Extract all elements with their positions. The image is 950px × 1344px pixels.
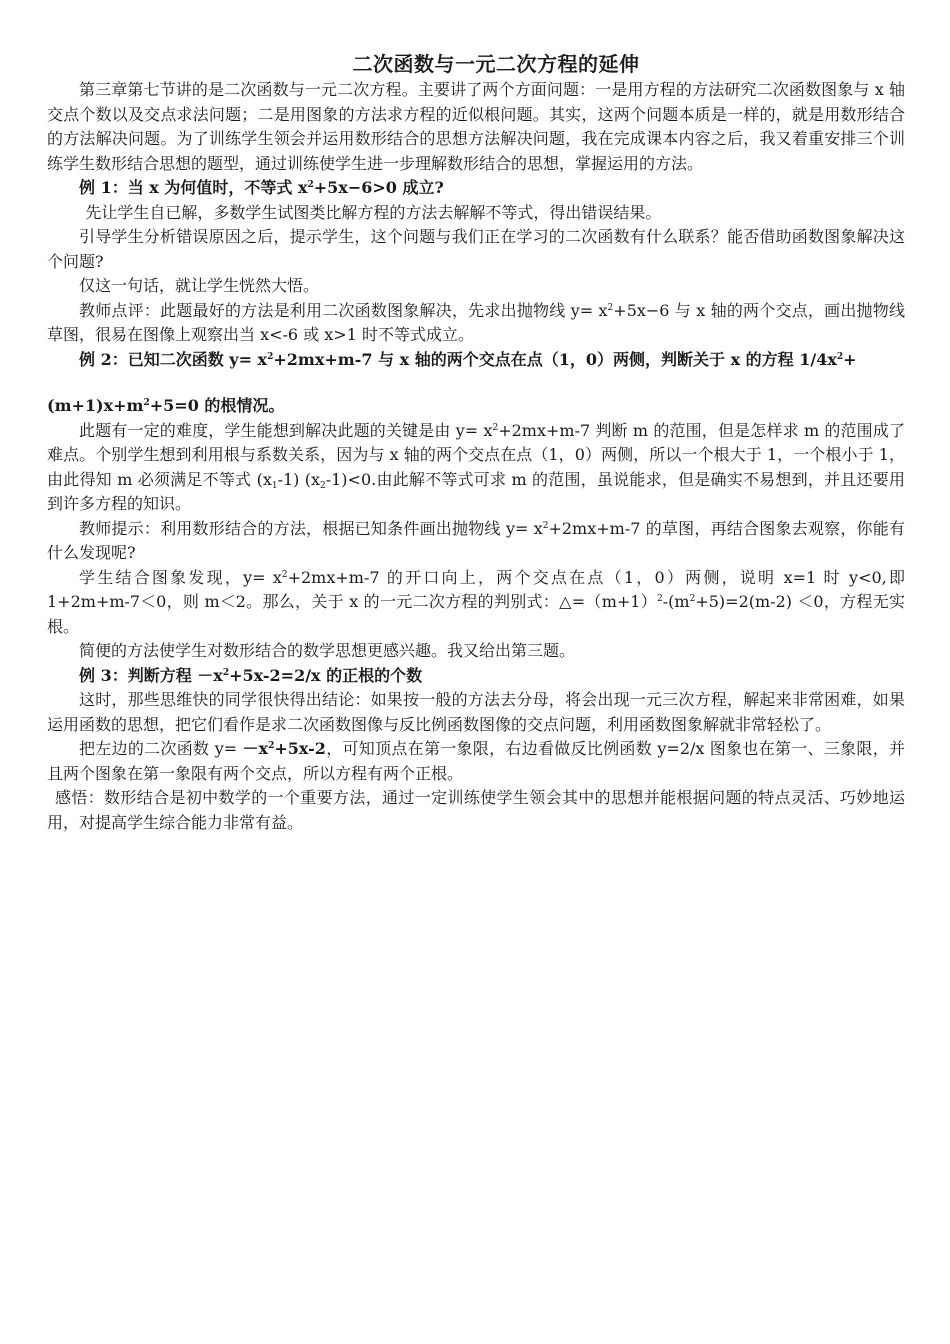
teacher-comment-paragraph: 教师点评：此题最好的方法是利用二次函数图象解决，先求出抛物线 $y= x^2+5x-6$ 与 x 轴的两个交点，画出抛物线草图，很易在图像上观察出当 x<-6 或 x>1 时不等式成立。 (47, 300, 905, 344)
conclusion-paragraph: 这时，那些思维快的同学很快得出结论：如果按一般的方法去分母，将会出现一元三次方程，解起来非常困难，如果运用函数的思想，把它们看作是求二次函数图像与反比例函数图像的交点问题，利用函数图象解就非常轻松了。 (47, 690, 905, 734)
spacer (47, 372, 905, 394)
example-2-heading-line1: 例 2：已知二次函数 $y= x^2+2mx+m-7$ 与 x 轴的两个交点在点（1，0）两侧，判断关于 x 的方程 $1/4x^2+$ (79, 349, 857, 369)
document-page (47, 50, 905, 835)
difficulty-paragraph: 此题有一定的难度，学生能想到解决此题的关键是由 $y= x^2+2mx+m-7$ 判断 m 的范围，但是怎样求 m 的范围成了难点。个别学生想到利用根与系数关系，因为与 x 轴的两个交点在点（1，0）两侧，所以一个根大于 1，一个根小于 1，由此得知 m 必须满足不等式 $(x_1-1)$ $(x_2-1)<0$.由此解不等式可求 m 的范围，虽说能求，但是确实不易想到，并且还要用到许多方程的知识。 (47, 420, 905, 513)
document-title: 二次函数与一元二次方程的延伸 (352, 52, 640, 76)
example-3-heading: 例 3：判断方程 $-x^2+5x-2=2/x$ 的正根的个数 (79, 665, 423, 685)
self-solve-paragraph: 先让学生自已解，多数学生试图类比解方程的方法去解解不等式，得出错误结果。 (85, 202, 662, 222)
guide-paragraph: 引导学生分析错误原因之后，提示学生，这个问题与我们正在学习的二次函数有什么联系？能否借助函数图象解决这个问题? (47, 227, 905, 271)
intro-paragraph: 第三章第七节讲的是二次函数与一元二次方程。主要讲了两个方面问题：一是用方程的方法研究二次函数图象与 x 轴交点个数以及交点求法问题；二是用图象的方法求方程的近似根问题。其实，这两个问题本质是一样的，就是用数形结合的方法解决问题。为了训练学生领会并运用数形结合的思想方法解决问题，我在完成课本内容之后，我又着重安排三个训练学生数形结合思想的题型，通过训练使学生进一步理解数形结合的思想，掌握运用的方法。 (47, 80, 905, 173)
student-discovery-paragraph: 学生结合图象发现，$y= x^2+2mx+m-7$ 的开口向上，两个交点在点（1，0）两侧，说明 x=1 时 y<0,即 1+2m+m-7＜0，则 m＜2。那么，关于 x 的一元二次方程的判别式：$\triangle=(m+1)^2-(m^2+5)=2(m-2) <0$，方程无实根。 (47, 567, 905, 636)
feeling-paragraph: 感悟：数形结合是初中数学的一个重要方法，通过一定训练使学生领会其中的思想并能根据问题的特点灵活、巧妙地运用，对提高学生综合能力非常有益。 (47, 788, 905, 832)
teacher-hint-paragraph: 教师提示：利用数形结合的方法，根据已知条件画出抛物线 $y= x^2+2mx+m-7$ 的草图，再结合图象去观察，你能有什么发现呢? (47, 518, 905, 562)
left-side-paragraph: 把左边的二次函数 $y= -x^2+5x-2$，可知顶点在第一象限，右边看做反比例函数 y=2/x 图象也在第一、三象限，并且两个图象在第一象限有两个交点，所以方程有两个正根。 (47, 739, 905, 783)
example-2-heading-line2: $(m+1)x+m^2+5=0$ 的根情况。 (47, 396, 285, 415)
example-1-heading: 例 1：当 x 为何值时，不等式 $x^2+5x-6>0$ 成立? (79, 178, 444, 197)
one-sentence-paragraph: 仅这一句话，就让学生恍然大悟。 (79, 276, 320, 295)
simple-method-paragraph: 简便的方法使学生对数形结合的数学思想更感兴趣。我又给出第三题。 (79, 641, 576, 660)
